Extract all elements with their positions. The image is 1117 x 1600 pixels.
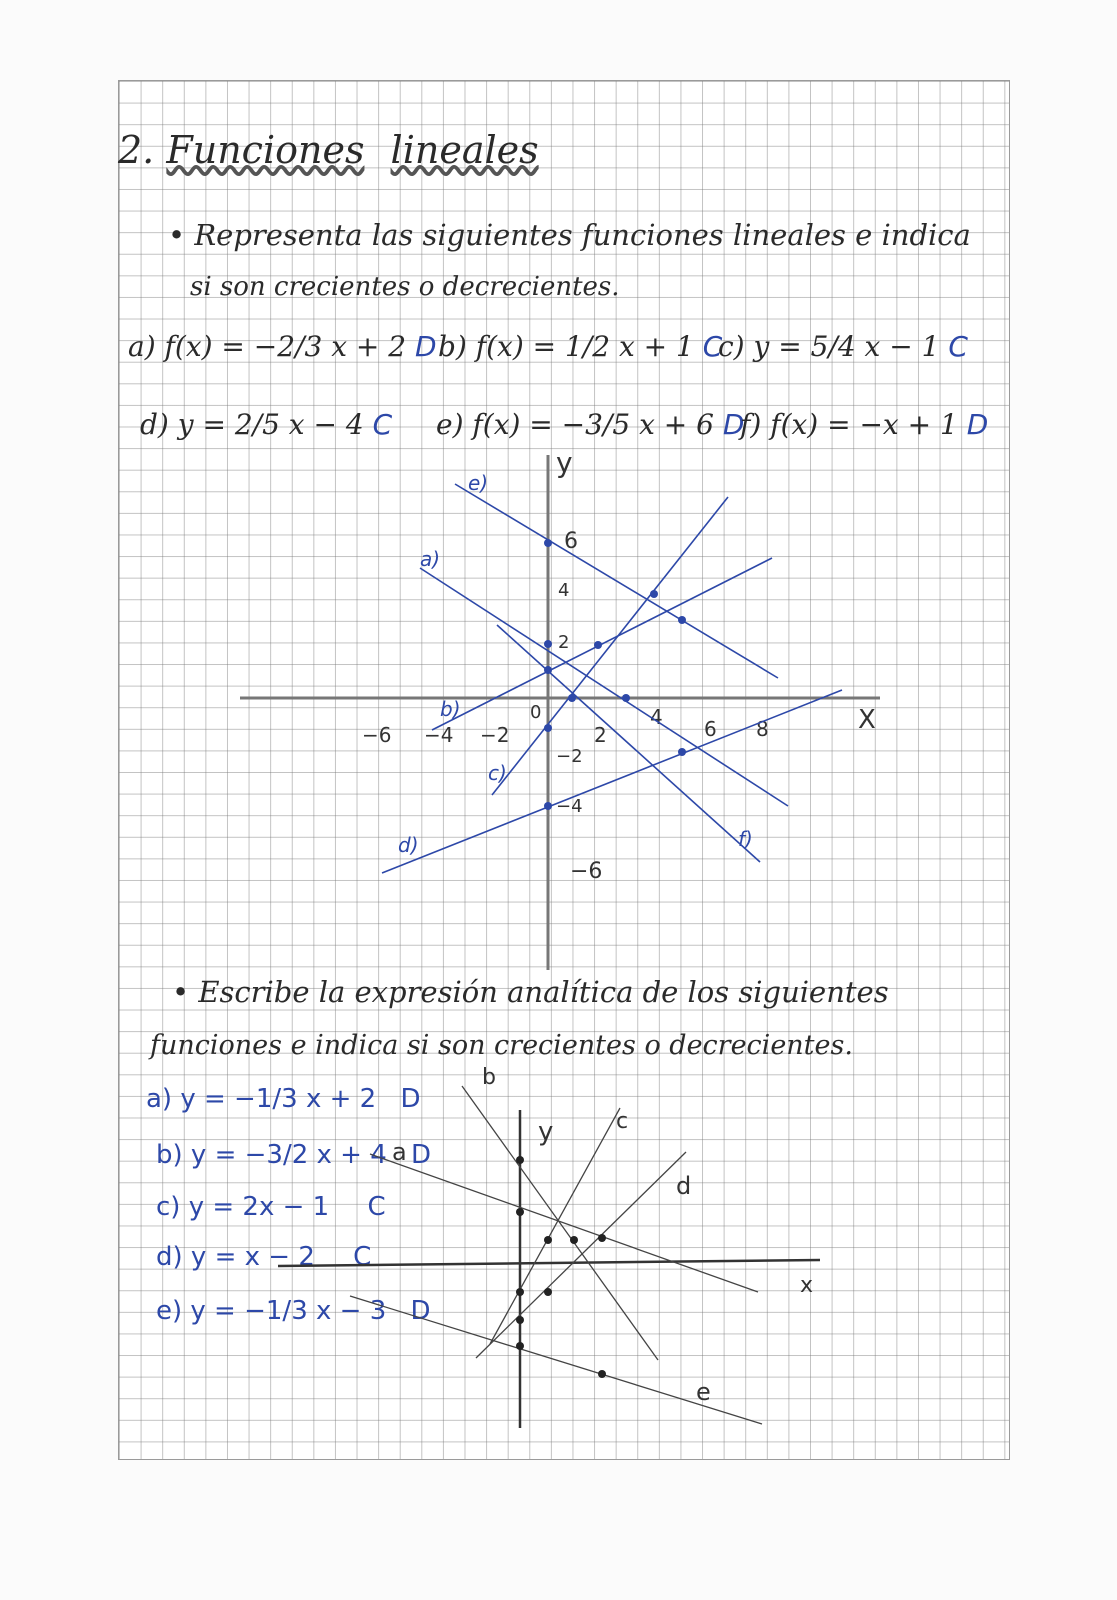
graph-1-xtick: −4	[424, 723, 454, 747]
function-f: f) f(x) = −x + 1 D	[740, 408, 989, 441]
graph-2-line-c	[490, 1108, 620, 1344]
graph-2-point	[516, 1156, 524, 1164]
answer-b: C	[702, 330, 723, 363]
graph-1-ytick: 4	[558, 580, 570, 601]
answer-2-d: d) y = x − 2 C	[156, 1242, 372, 1272]
graph-1-label-b: b)	[440, 697, 461, 721]
graph-2-label-e: e	[696, 1378, 711, 1406]
graph-2-x-label: x	[800, 1273, 814, 1298]
graph-1-label-d: d)	[398, 833, 419, 857]
graph-1-ytick: −4	[556, 796, 583, 817]
function-c: c) y = 5/4 x − 1 C	[718, 330, 968, 363]
answer-f: D	[966, 408, 989, 441]
graph-1-label-c: c)	[488, 761, 507, 785]
title-word-2: lineales	[390, 128, 539, 172]
answer-2-c: c) y = 2x − 1 C	[156, 1192, 386, 1222]
graph-1-xtick: 6	[704, 717, 717, 741]
graph-2-point	[570, 1236, 578, 1244]
graph-2-label-c: c	[616, 1109, 629, 1134]
instruction-2-line-1: • Escribe la expresión analítica de los siguientes	[172, 975, 889, 1009]
instruction-1-line-2: si son crecientes o decrecientes.	[190, 272, 620, 302]
graph-1-xtick: 2	[594, 723, 607, 747]
title-word-1: Funciones	[166, 128, 365, 172]
function-a: a) f(x) = −2/3 x + 2 D	[128, 330, 437, 363]
graph-2-line-b	[462, 1086, 658, 1360]
answer-c: C	[948, 330, 968, 363]
graph-2-point	[544, 1288, 552, 1296]
graph-2-point	[544, 1236, 552, 1244]
graph-2-point	[516, 1342, 524, 1350]
graph-1-ytick: 2	[558, 632, 570, 653]
graph-1-x-label: X	[858, 705, 876, 735]
graph-2-point	[516, 1208, 524, 1216]
graph-2-y-label: y	[538, 1117, 554, 1147]
answer-e: D	[722, 408, 745, 441]
graph-1-label-f: f)	[738, 827, 753, 851]
function-b: b) f(x) = 1/2 x + 1 C	[438, 330, 723, 363]
instruction-1-line-1: • Representa las siguientes funciones lineales e indica	[168, 218, 971, 252]
graph-2-label-d: d	[676, 1172, 692, 1200]
function-d: d) y = 2/5 x − 4 C	[140, 408, 393, 441]
graph-1-ytick: −6	[570, 859, 603, 884]
graph-1-xtick: 4	[650, 705, 663, 729]
instruction-2-line-2: funciones e indica si son crecientes o decrecientes.	[150, 1030, 853, 1061]
answer-2-b: b) y = −3/2 x + 4 D	[156, 1140, 432, 1170]
graph-1-xtick: −2	[480, 723, 510, 747]
graph-2-point	[516, 1316, 524, 1324]
answer-2-e: e) y = −1/3 x − 3 D	[156, 1296, 431, 1326]
graph-1-ytick: −2	[556, 746, 583, 767]
graph-1-label-a: a)	[420, 547, 441, 571]
answer-d: C	[372, 408, 393, 441]
graph-2-x-axis	[278, 1260, 820, 1266]
graph-2-label-b: b	[482, 1065, 496, 1090]
graph-1-xtick: 8	[756, 717, 769, 741]
graph-1-y-label: y	[556, 446, 573, 479]
title-number: 2.	[118, 128, 155, 172]
graph-2-point	[598, 1234, 606, 1242]
function-e: e) f(x) = −3/5 x + 6 D	[436, 408, 745, 441]
graph-1-label-e: e)	[468, 471, 489, 495]
graph-1-xtick: 0	[530, 702, 542, 723]
answer-a: D	[415, 330, 437, 363]
graph-1-xtick: −6	[362, 723, 392, 747]
answer-2-a: a) y = −1/3 x + 2 D	[146, 1084, 421, 1114]
graph-2-label-a: a	[392, 1138, 407, 1166]
graph-1-ytick: 6	[564, 529, 578, 554]
graph-2-point	[516, 1288, 524, 1296]
graph-2-point	[598, 1370, 606, 1378]
